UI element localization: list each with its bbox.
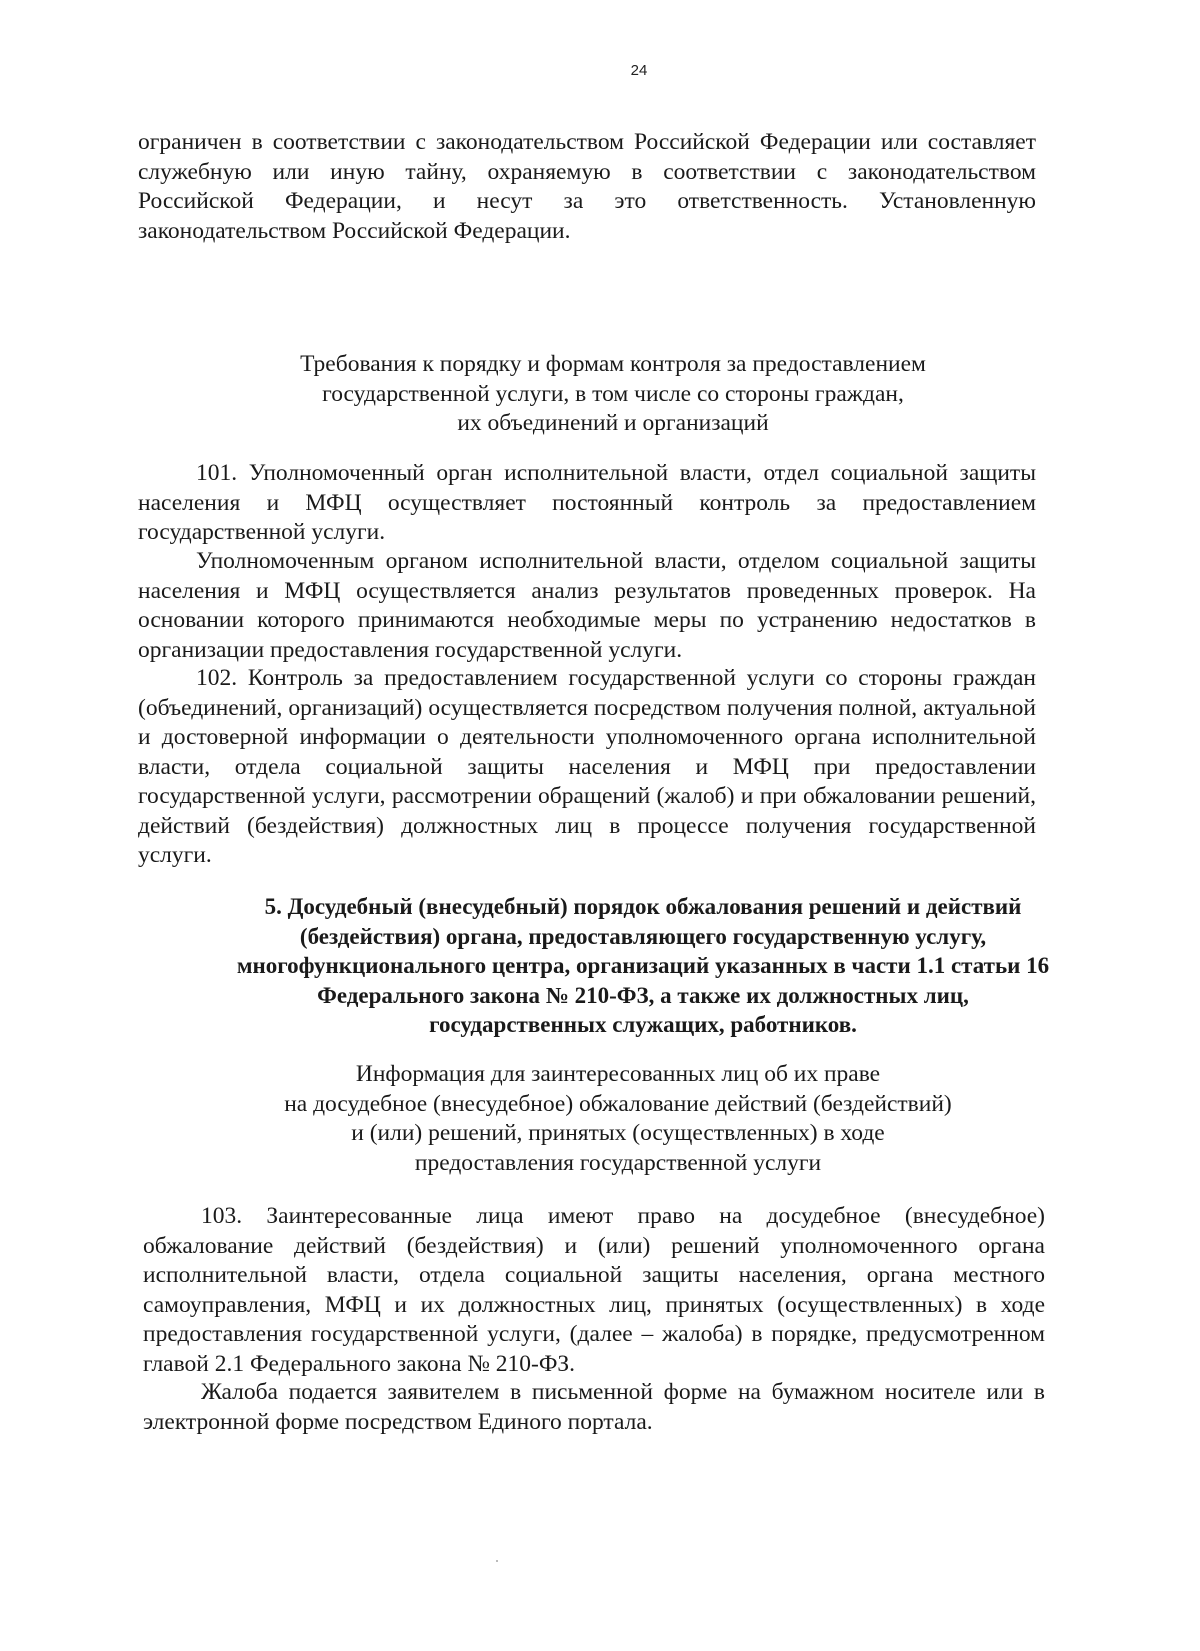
- info-subheading: [138, 1060, 1098, 1178]
- complaint-paragraph: Жалоба подается заявителем в письменной форме на бумажном носителе или в электронной форме посредством Единого портала.: [143, 1379, 1045, 1435]
- paragraph-103: 103. Заинтересованные лица имеют право на досудебное (внесудебное) обжалование действий (бездействия) и (или) решений уполномоченного органа исполнительной власти, отдела социальной защиты населения, органа местного самоуправления, МФЦ и их должностных лиц, принятых (осуществленных) в ходе предоставления государственной услуги, (далее – жалоба) в порядке, предусмотренном главой 2.1 Федерального закона № 210-ФЗ.: [143, 1203, 1045, 1377]
- intro-block: [138, 128, 1036, 246]
- page-number: 24: [630, 62, 648, 79]
- analysis-paragraph: Уполномоченным органом исполнительной власти, отделом социальной защиты населения и МФЦ осуществляется анализ результатов проведенных проверок. На основании которого принимаются необходимые меры по устранению недостатков в организации предоставления государственной услуги.: [138, 548, 1036, 663]
- paragraph-101: 101. Уполномоченный орган исполнительной власти, отдел социальной защиты населения и МФЦ осуществляет постоянный контроль за предоставлением государственной услуги.: [138, 460, 1036, 545]
- section-5-heading: [138, 892, 1148, 1040]
- scan-speck: [496, 1560, 498, 1562]
- info-subheading-line-3: и (или) решений, принятых (осуществленных) в ходе: [351, 1120, 885, 1146]
- info-subheading-line-2: на досудебное (внесудебное) обжалование действий (бездействий): [284, 1090, 952, 1117]
- control-heading-line-2: государственной услуги, в том числе со стороны граждан,: [322, 380, 904, 407]
- section-5-heading-line-3: многофункционального центра, организаций указанных в части 1.1 статьи 16: [236, 953, 1050, 978]
- paragraph-103-block: [143, 1202, 1045, 1379]
- control-heading: [138, 350, 1088, 439]
- paragraph-102-block: [138, 664, 1036, 871]
- paragraph-102: 102. Контроль за предоставлением государственной услуги со стороны граждан (объединений, организаций) осуществляется посредством получения полной, актуальной и достоверной информации о деятельности уполномоченного органа исполнительной власти, отдела социальной защиты населения и МФЦ при предоставлении государственной услуги, рассмотрении обращений (жалоб) и при обжаловании решений, действий (бездействия) должностных лиц в процессе получения государственной услуги.: [138, 665, 1036, 868]
- analysis-block: [138, 547, 1036, 665]
- section-5-heading-line-4: Федерального закона № 210-ФЗ, а также их должностных лиц,: [317, 982, 969, 1008]
- control-heading-line-1: Требования к порядку и формам контроля за предоставлением: [300, 351, 926, 377]
- info-subheading-line-4: предоставления государственной услуги: [414, 1149, 822, 1176]
- complaint-block: [143, 1378, 1045, 1437]
- section-5-heading-line-1: 5. Досудебный (внесудебный) порядок обжалования решений и действий: [264, 894, 1022, 919]
- intro-paragraph: ограничен в соответствии с законодательством Российской Федерации или составляет служебную или иную тайну, охраняемую в соответствии с законодательством Российской Федерации, и несут за это ответственность. Установленную законодательством Российской Федерации.: [138, 129, 1036, 244]
- info-subheading-line-1: Информация для заинтересованных лиц об их праве: [355, 1061, 881, 1087]
- section-5-heading-line-5: государственных служащих, работников.: [429, 1012, 857, 1037]
- paragraph-101-block: [138, 459, 1036, 548]
- section-5-heading-line-2: (бездействия) органа, предоставляющего государственную услугу,: [299, 923, 987, 949]
- control-heading-line-3: их объединений и организаций: [457, 410, 769, 436]
